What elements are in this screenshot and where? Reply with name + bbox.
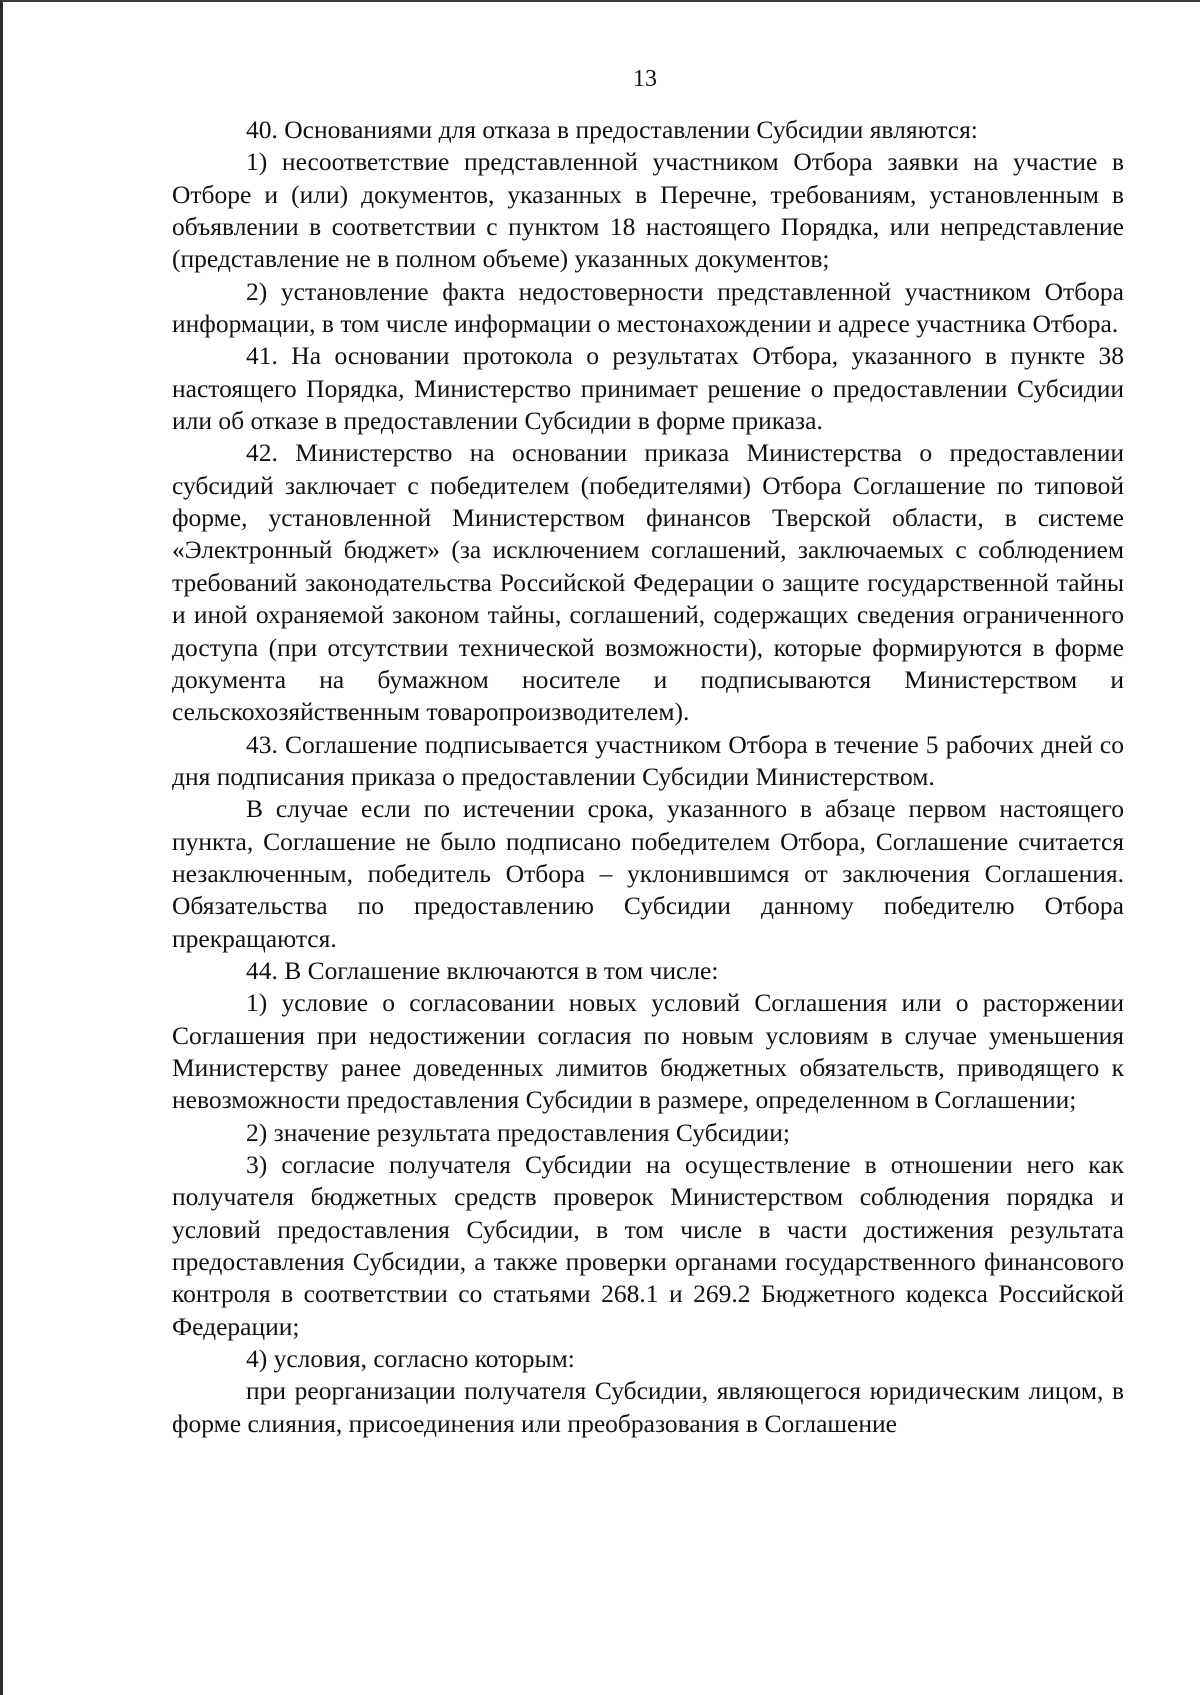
paragraph-44-item-2: 2) значение результата предоставления Субсидии; <box>246 1117 791 1147</box>
document-body <box>172 114 1124 1440</box>
paragraph-44-item-1: 1) условие о согласовании новых условий Соглашения или о расторжении Соглашения при недостижении согласия по новым условиям в случае уменьшения Министерству ранее доведенных лимитов бюджетных обязательств, приводящего к невозможности предоставления Субсидии в размере, определенном в Соглашении; <box>172 988 1124 1115</box>
scan-edge-left <box>0 0 3 1695</box>
paragraph-43: 43. Соглашение подписывается участником Отбора в течение 5 рабочих дней со дня подписания приказа о предоставлении Субсидии Министерством. <box>172 729 1124 791</box>
paragraph-44: 44. В Соглашение включаются в том числе: <box>246 955 719 985</box>
paragraph-42: 42. Министерство на основании приказа Министерства о предоставлении субсидий заключает с победителем (победителями) Отбора Соглашение по типовой форме, установленной Министерством финансов Тверской области, в системе «Электронный бюджет» (за исключением соглашений, заключаемых с соблюдением требований законодательства Российской Федерации о защите государственной тайны и иной охраняемой законом тайны, соглашений, содержащих сведения ограниченного доступа (при отсутствии технической возможности), которые формируются в форме документа на бумажном носителе и подписываются Министерством и сельскохозяйственным товаропроизводителем). <box>172 438 1124 727</box>
page-number: 13 <box>633 66 657 92</box>
paragraph-40-item-2: 2) установление факта недостоверности представленной участником Отбора информации, в том числе информации о местонахождении и адресе участника Отбора. <box>172 276 1124 339</box>
paragraph-44-item-4: 4) условия, согласно которым: <box>246 1344 575 1374</box>
paragraph-44-item-3: 3) согласие получателя Субсидии на осуществление в отношении него как получателя бюджетных средств проверок Министерством соблюдения порядка и условий предоставления Субсидии, в том числе в части достижения результата предоставления Субсидии, а также проверки органами государственного финансового контроля в соответствии со статьями 268.1 и 269.2 Бюджетного кодекса Российской Федерации; <box>172 1150 1124 1341</box>
paragraph-40-item-1: 1) несоответствие представленной участником Отбора заявки на участие в Отборе и (или) документов, указанных в Перечне, требованиям, установленным в объявлении в соответствии с пунктом 18 настоящего Порядка, или непредставление (представление не в полном объеме) указанных документов; <box>172 147 1124 274</box>
paragraph-44-item-4-text: при реорганизации получателя Субсидии, являющегося юридическим лицом, в форме слияния, присоединения или преобразования в Соглашение <box>172 1376 1124 1438</box>
paragraph-41: 41. На основании протокола о результатах Отбора, указанного в пункте 38 настоящего Порядка, Министерство принимает решение о предоставлении Субсидии или об отказе в предоставлении Субсидии в форме приказа. <box>172 341 1124 436</box>
paragraph-40: 40. Основаниями для отказа в предоставлении Субсидии являются: <box>246 115 978 144</box>
paragraph-43-part-2: В случае если по истечении срока, указанного в абзаце первом настоящего пункта, Соглашение не было подписано победителем Отбора, Соглашение считается незаключенным, победитель Отбора – уклонившимся от заключения Соглашения. Обязательства по предоставлению Субсидии данному победителю Отбора прекращаются. <box>172 794 1124 953</box>
scan-edge-top <box>0 0 1200 2</box>
